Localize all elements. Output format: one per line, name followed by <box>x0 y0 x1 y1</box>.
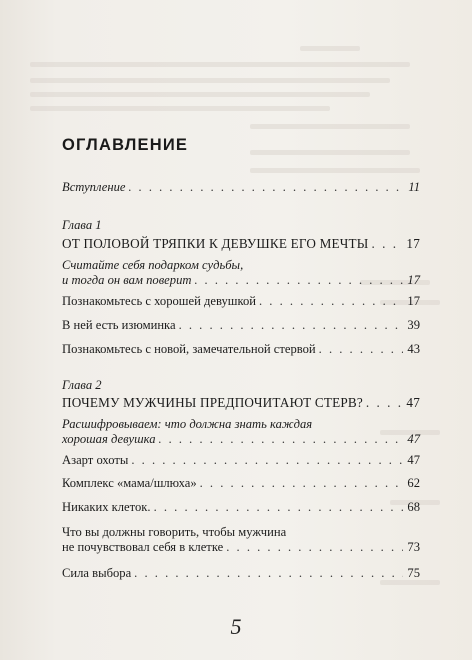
toc-entry-title: Никаких клеток. <box>62 500 151 514</box>
toc-entry-page: 47 <box>407 453 420 467</box>
toc-entry-page: 47 <box>406 395 420 410</box>
toc-entry[interactable] <box>62 453 420 468</box>
toc-entry-page: 47 <box>407 432 420 446</box>
chapter-label: Глава 1 <box>62 218 102 232</box>
page-number: 5 <box>230 614 242 639</box>
dot-leader <box>226 540 403 555</box>
show-through-text <box>250 168 420 173</box>
toc-entry-page: 17 <box>407 294 420 308</box>
toc-entry-intro[interactable] <box>62 180 420 195</box>
dot-leader <box>366 395 403 411</box>
show-through-text <box>30 92 370 97</box>
toc-entry-page: 73 <box>407 540 420 554</box>
dot-leader <box>154 500 403 515</box>
toc-entry[interactable] <box>62 258 420 288</box>
toc-entry-title: Вступление <box>62 180 126 194</box>
toc-heading: ОГЛАВЛЕНИЕ <box>62 136 189 154</box>
dot-leader <box>128 180 403 195</box>
toc-entry[interactable] <box>62 476 420 491</box>
toc-entry-title: Комплекс «мама/шлюха» <box>62 476 197 490</box>
toc-entry-title: Сила выбора <box>62 566 132 580</box>
toc-entry[interactable] <box>62 500 420 515</box>
toc-entry-title-line2: не почувствовал себя в клетке <box>62 540 224 554</box>
toc-entry[interactable] <box>62 566 420 581</box>
toc-entry-page: 43 <box>407 342 420 356</box>
dot-leader <box>134 566 403 581</box>
toc-chapter-1[interactable] <box>62 236 420 252</box>
toc-entry[interactable] <box>62 294 420 309</box>
dot-leader <box>159 432 403 447</box>
show-through-text <box>300 46 360 51</box>
toc-entry-title-line1: Что вы должны говорить, чтобы мужчина <box>62 525 287 539</box>
toc-entry[interactable] <box>62 342 420 357</box>
toc-entry-title: В ней есть изюминка <box>62 318 176 332</box>
show-through-text <box>250 124 410 129</box>
toc-entry-page: 39 <box>407 318 420 332</box>
toc-entry-title-line1: Расшифровываем: что должна знать каждая <box>62 417 313 431</box>
toc-entry-title-line1: Считайте себя подарком судьбы, <box>62 258 244 272</box>
chapter-label: Глава 2 <box>62 378 102 392</box>
toc-entry[interactable] <box>62 318 420 333</box>
toc-entry-title-line2: и тогда он вам поверит <box>62 273 192 287</box>
toc-chapter-2[interactable] <box>62 395 420 411</box>
toc-entry-page: 17 <box>407 273 420 287</box>
dot-leader <box>372 236 403 252</box>
toc-entry-page: 75 <box>407 566 420 580</box>
show-through-text <box>30 106 330 111</box>
toc-entry[interactable] <box>62 525 420 555</box>
dot-leader <box>194 273 403 288</box>
show-through-text <box>30 78 390 83</box>
dot-leader <box>179 318 403 333</box>
toc-entry-title: Азарт охоты <box>62 453 129 467</box>
dot-leader <box>319 342 403 357</box>
show-through-text <box>250 150 410 155</box>
toc-entry-page: 68 <box>407 500 420 514</box>
toc-entry-page: 17 <box>406 236 420 251</box>
chapter-title: ПОЧЕМУ МУЖЧИНЫ ПРЕДПОЧИТАЮТ СТЕРВ? <box>62 395 363 410</box>
dot-leader <box>200 476 403 491</box>
toc-entry-page: 62 <box>407 476 420 490</box>
toc-entry-page: 11 <box>408 180 420 194</box>
toc-entry[interactable] <box>62 417 420 447</box>
show-through-text <box>30 62 410 67</box>
toc-entry-title: Познакомьтесь с хорошей девушкой <box>62 294 256 308</box>
dot-leader <box>131 453 403 468</box>
dot-leader <box>259 294 403 309</box>
toc-entry-title-line2: хорошая девушка <box>62 432 156 446</box>
toc-entry-title: Познакомьтесь с новой, замечательной стервой <box>62 342 316 356</box>
chapter-title: ОТ ПОЛОВОЙ ТРЯПКИ К ДЕВУШКЕ ЕГО МЕЧТЫ <box>62 236 369 251</box>
